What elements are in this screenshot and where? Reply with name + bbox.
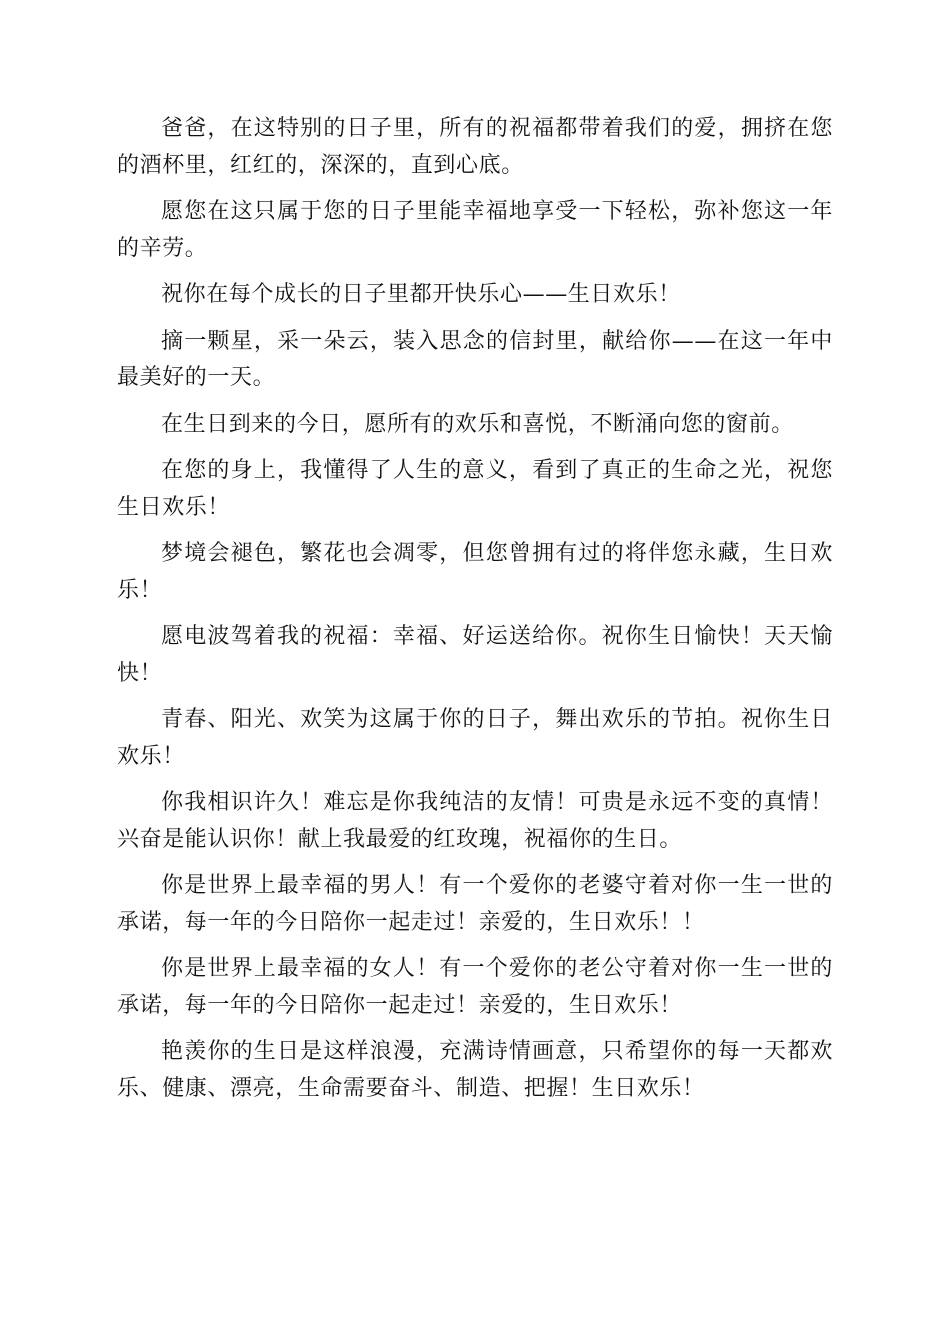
document-body (117, 111, 833, 1117)
paragraph: 青春、阳光、欢笑为这属于你的日子，舞出欢乐的节拍。祝你生日欢乐！ (117, 707, 833, 769)
paragraph: 摘一颗星，采一朵云，装入思念的信封里，献给你——在这一年中最美好的一天。 (117, 328, 833, 390)
paragraph: 在您的身上，我懂得了人生的意义，看到了真正的生命之光，祝您生日欢乐！ (117, 458, 833, 520)
paragraph: 愿您在这只属于您的日子里能幸福地享受一下轻松，弥补您这一年的辛劳。 (117, 199, 833, 261)
paragraph: 愿电波驾着我的祝福：幸福、好运送给你。祝你生日愉快！天天愉快！ (117, 624, 833, 686)
paragraph: 你我相识许久！难忘是你我纯洁的友情！可贵是永远不变的真情！兴奋是能认识你！献上我最爱的红玫瑰，祝福你的生日。 (117, 790, 833, 852)
paragraph: 在生日到来的今日，愿所有的欢乐和喜悦，不断涌向您的窗前。 (161, 411, 794, 437)
paragraph: 梦境会褪色，繁花也会凋零，但您曾拥有过的将伴您永藏，生日欢乐！ (117, 541, 833, 603)
paragraph: 爸爸，在这特别的日子里，所有的祝福都带着我们的爱，拥挤在您的酒杯里，红红的，深深的，直到心底。 (117, 116, 833, 178)
paragraph: 艳羡你的生日是这样浪漫，充满诗情画意，只希望你的每一天都欢乐、健康、漂亮，生命需要奋斗、制造、把握！生日欢乐！ (117, 1039, 833, 1101)
paragraph: 你是世界上最幸福的女人！有一个爱你的老公守着对你一生一世的承诺，每一年的今日陪你一起走过！亲爱的，生日欢乐！ (117, 956, 833, 1018)
paragraph: 你是世界上最幸福的男人！有一个爱你的老婆守着对你一生一世的承诺，每一年的今日陪你一起走过！亲爱的，生日欢乐！！ (117, 873, 833, 935)
paragraph: 祝你在每个成长的日子里都开快乐心——生日欢乐！ (161, 282, 681, 307)
